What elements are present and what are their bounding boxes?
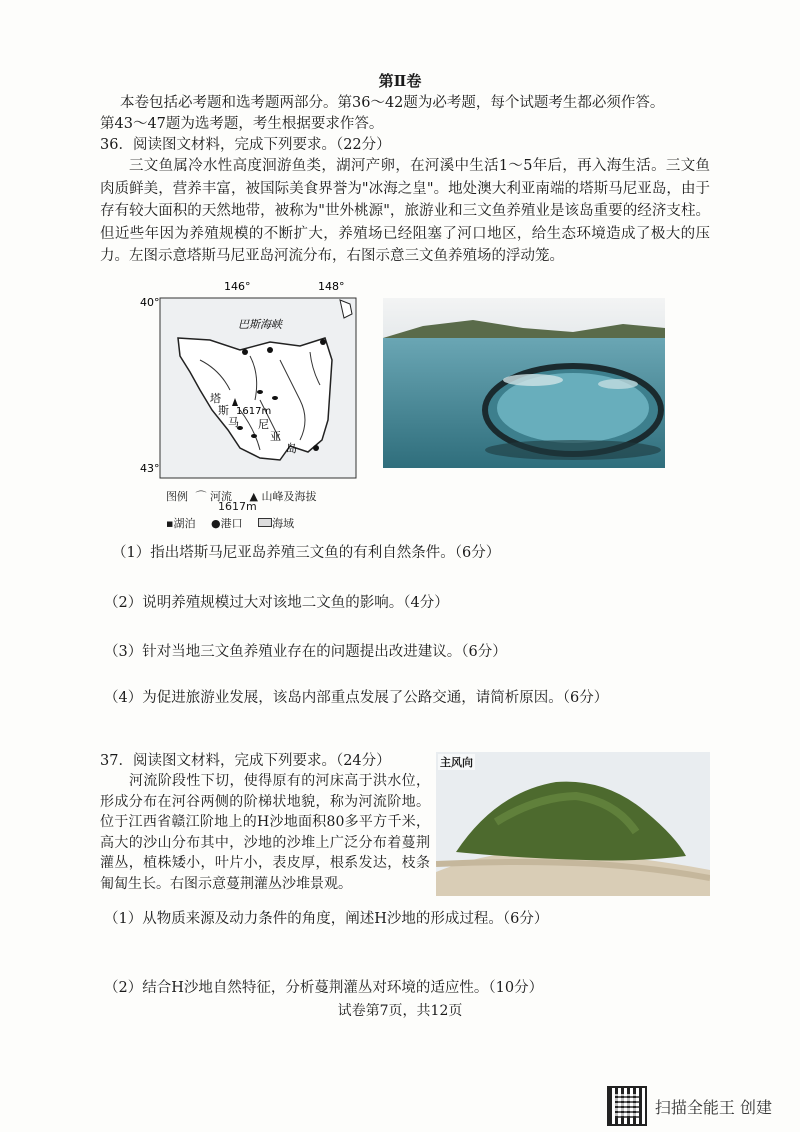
lat-bottom-label: 43° xyxy=(140,462,160,475)
lat-top-label: 40° xyxy=(140,296,160,309)
q37-paragraph: 河流阶段性下切，使得原有的河床高于洪水位，形成分布在河谷两侧的阶梯状地貌，称为河流阶地。位于江西省赣江阶地上的H沙地面积80多平方千米，高大的沙山分布其中，沙地的沙堆上广泛分布着蔓荆灌丛，植株矮小，叶片小，表皮厚，根系发达，枝条匍匐生长。右图示意蔓荆灌丛沙堆景观。 xyxy=(100,773,430,892)
port-marker xyxy=(242,349,248,355)
q36-paragraph: 三文鱼属冷水性高度洄游鱼类，湖河产卵，在河溪中生活1～5年后，再入海生活。三文鱼肉质鲜美，营养丰富，被国际美食界誉为"冰海之皇"。地处澳大利亚南端的塔斯马尼亚岛，由于存有较大面积的天然地带，被称为"世外桃源"，旅游业和三文鱼养殖业是该岛重要的经济支柱。但近些年因为养殖规模的不断扩大，养殖场已经阻塞了河口地区，给生态环境造成了极大的压力。左图示意塔斯马尼亚岛河流分布，右图示意三文鱼养殖场的浮动笼。 xyxy=(100,158,710,264)
lake-marker xyxy=(272,396,278,400)
qr-code-icon xyxy=(607,1086,647,1126)
legend-port: 港口 xyxy=(220,517,243,530)
q36-sub-question: （2）说明养殖规模过大对该地二文鱼的影响。（4分） xyxy=(104,595,449,611)
lon-left-label: 146° xyxy=(224,280,251,293)
sand-dune-photo xyxy=(436,752,710,896)
q36-header: 36．阅读图文材料，完成下列要求。（22分） xyxy=(100,137,391,153)
fish-cage-photo xyxy=(383,298,665,468)
lake-marker xyxy=(251,434,257,438)
island-char: 斯 xyxy=(218,404,229,417)
peak-icon: ▲ xyxy=(249,490,258,503)
q37-header: 37．阅读图文材料，完成下列要求。（24分） xyxy=(100,753,391,769)
river-icon: ⌒ xyxy=(195,490,207,503)
port-marker xyxy=(313,445,319,451)
lon-right-label: 148° xyxy=(318,280,345,293)
tasmania-map xyxy=(140,280,370,530)
watermark-text: 扫描全能王 创建 xyxy=(654,1097,772,1117)
strait-label: 巴斯海峡 xyxy=(238,318,282,331)
q37-sub-question: （1）从物质来源及动力条件的角度，阐述H沙地的形成过程。（6分） xyxy=(104,911,549,927)
section-intro-line-2: 第43～47题为选考题，考生根据要求作答。 xyxy=(100,116,384,132)
legend-sea: 海域 xyxy=(272,517,295,530)
lake-marker xyxy=(257,390,263,394)
legend-peak: 山峰及海拔 xyxy=(261,490,317,503)
section-intro-line-1: 本卷包括必考题和选考题两部分。第36～42题为必考题，每个试题考生都必须作答。 xyxy=(120,95,665,111)
page-footer: 试卷第7页，共12页 xyxy=(337,1003,463,1019)
island-char: 岛 xyxy=(286,442,297,455)
fish-cage-photo-svg xyxy=(383,298,665,468)
island-char: 马 xyxy=(228,416,239,429)
q36-sub-question: （1）指出塔斯马尼亚岛养殖三文鱼的有利自然条件。（6分） xyxy=(112,545,501,561)
scanner-watermark xyxy=(607,1086,772,1126)
port-marker xyxy=(267,347,273,353)
q36-sub-question: （3）针对当地三文鱼养殖业存在的问题提出改进建议。（6分） xyxy=(104,644,507,660)
peak-label: 1617m xyxy=(236,406,272,417)
q36-sub-question: （4）为促进旅游业发展，该岛内部重点发展了公路交通，请简析原因。（6分） xyxy=(104,690,609,706)
section-title: 第Ⅱ卷 xyxy=(378,72,422,90)
sand-dune-photo-svg xyxy=(436,752,710,896)
wind-direction-label: 主风向 xyxy=(440,756,473,769)
legend-river: 河流 xyxy=(210,490,232,503)
legend-lake: 湖泊 xyxy=(173,517,196,530)
island-char: 亚 xyxy=(270,430,281,443)
island-char: 尼 xyxy=(258,418,269,431)
port-icon: ● xyxy=(210,517,221,530)
sea-icon xyxy=(258,518,272,527)
legend-peak-value: 1617m xyxy=(218,500,257,513)
lake-icon: ▪ xyxy=(166,517,174,530)
island-char: 塔 xyxy=(210,392,221,405)
legend-title: 图例 xyxy=(166,490,188,503)
map-legend-row2 xyxy=(166,515,294,531)
q37-sub-question: （2）结合H沙地自然特征，分析蔓荆灌丛对环境的适应性。（10分） xyxy=(104,980,544,996)
port-marker xyxy=(320,339,326,345)
